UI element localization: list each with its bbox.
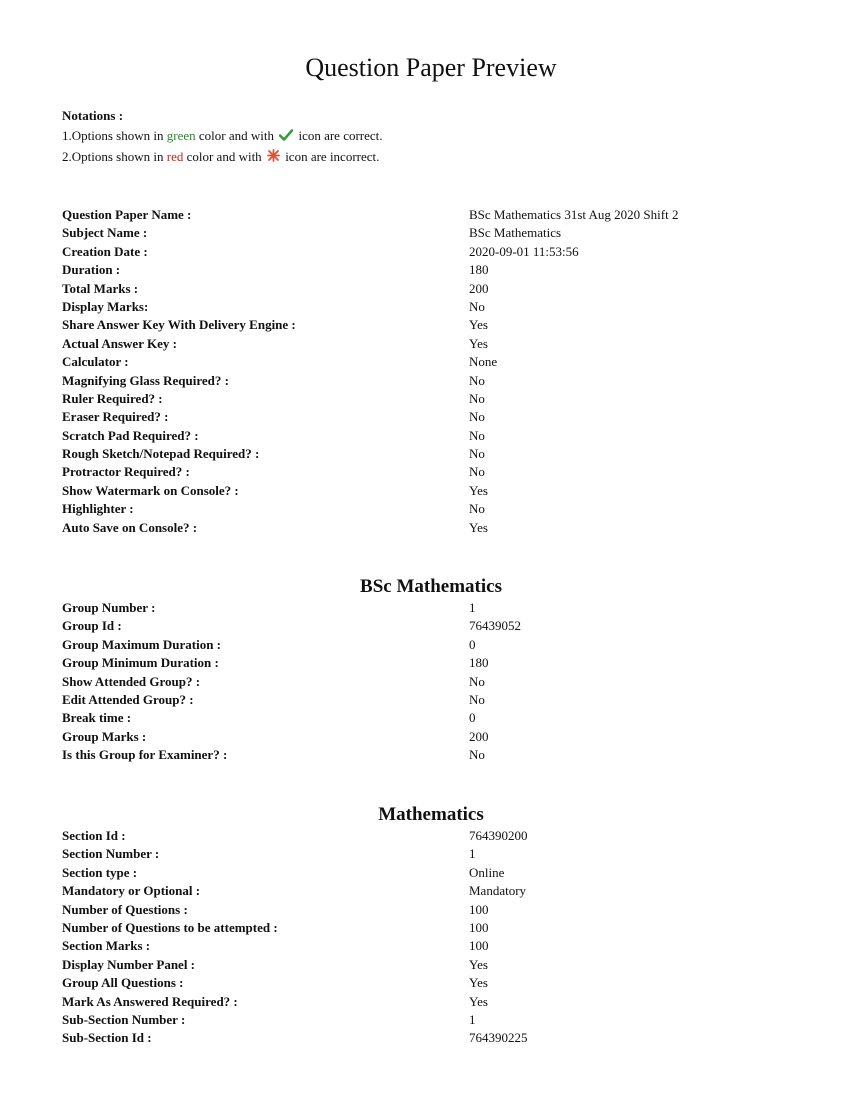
detail-value: 76439052 [469, 618, 521, 634]
detail-value: 1 [469, 1011, 476, 1027]
detail-label: Sub-Section Number : [62, 1011, 186, 1027]
detail-label: Is this Group for Examiner? : [62, 747, 228, 763]
check-icon [279, 127, 293, 147]
detail-row [62, 901, 762, 919]
detail-row [62, 261, 762, 279]
paper-details-table [62, 206, 762, 537]
detail-label: Group Maximum Duration : [62, 636, 222, 652]
detail-label: Section Marks : [62, 938, 151, 954]
detail-value: Yes [469, 975, 488, 991]
detail-row [62, 353, 762, 371]
detail-value: Yes [469, 956, 488, 972]
detail-row [62, 937, 762, 955]
detail-label: Show Attended Group? : [62, 673, 201, 689]
notation-correct-prefix: 1.Options shown in [62, 128, 164, 143]
detail-label: Scratch Pad Required? : [62, 427, 199, 443]
detail-label: Share Answer Key With Delivery Engine : [62, 317, 296, 333]
detail-label: Eraser Required? : [62, 409, 169, 425]
detail-row [62, 1011, 762, 1029]
detail-value: No [469, 464, 485, 480]
detail-value: Online [469, 864, 505, 880]
detail-value: Yes [469, 519, 488, 535]
detail-label: Ruler Required? : [62, 390, 163, 406]
detail-label: Mark As Answered Required? : [62, 993, 238, 1009]
notations-block [62, 106, 383, 168]
detail-label: Mandatory or Optional : [62, 883, 201, 899]
detail-row [62, 956, 762, 974]
detail-label: Calculator : [62, 354, 129, 370]
notation-correct-middle: color and with [198, 128, 274, 143]
detail-label: Highlighter : [62, 501, 134, 517]
detail-value: No [469, 409, 485, 425]
detail-label: Section Id : [62, 828, 126, 843]
detail-value: Mandatory [469, 883, 527, 899]
detail-row [62, 845, 762, 863]
detail-value: BSc Mathematics 31st Aug 2020 Shift 2 [469, 207, 679, 222]
detail-value: No [469, 673, 485, 689]
detail-row [62, 463, 762, 481]
detail-row [62, 408, 762, 426]
detail-row [62, 919, 762, 937]
detail-label: Duration : [62, 262, 121, 278]
detail-row [62, 335, 762, 353]
detail-label: Magnifying Glass Required? : [62, 372, 229, 388]
detail-row [62, 864, 762, 882]
detail-label: Display Number Panel : [62, 956, 196, 972]
detail-value: 1 [469, 846, 476, 862]
detail-row [62, 599, 762, 617]
detail-value: 1 [469, 600, 476, 615]
detail-value: No [469, 446, 485, 462]
detail-row [62, 882, 762, 900]
detail-row [62, 974, 762, 992]
detail-label: Display Marks: [62, 298, 149, 314]
detail-value: No [469, 298, 485, 314]
detail-label: Group Marks : [62, 728, 147, 744]
detail-row [62, 746, 762, 764]
detail-row [62, 224, 762, 242]
detail-row [62, 636, 762, 654]
detail-value: None [469, 354, 498, 370]
detail-value: 0 [469, 710, 476, 726]
detail-label: Sub-Section Id : [62, 1030, 152, 1046]
detail-label: Subject Name : [62, 225, 148, 241]
detail-row [62, 206, 762, 224]
detail-row [62, 500, 762, 518]
detail-row [62, 482, 762, 500]
detail-label: Number of Questions to be attempted : [62, 919, 278, 935]
detail-value: 764390200 [469, 828, 528, 843]
detail-row [62, 390, 762, 408]
detail-row [62, 445, 762, 463]
notation-incorrect [62, 147, 383, 168]
notation-incorrect-prefix: 2.Options shown in [62, 149, 164, 165]
detail-label: Actual Answer Key : [62, 335, 177, 351]
detail-value: 200 [469, 728, 489, 744]
subject-section-title: Mathematics [378, 804, 484, 825]
detail-value: Yes [469, 317, 488, 333]
notations-heading: Notations : [62, 108, 124, 123]
detail-row [62, 316, 762, 334]
detail-value: Yes [469, 993, 488, 1009]
detail-label: Question Paper Name : [62, 207, 192, 222]
detail-value: Yes [469, 482, 488, 498]
detail-value: 100 [469, 938, 489, 954]
detail-label: Section type : [62, 864, 138, 880]
detail-label: Auto Save on Console? : [62, 519, 198, 535]
detail-value: 100 [469, 901, 489, 917]
detail-row [62, 519, 762, 537]
detail-value: 180 [469, 262, 489, 278]
detail-value: 764390225 [469, 1030, 528, 1046]
page-title: Question Paper Preview [305, 53, 557, 82]
detail-label: Number of Questions : [62, 901, 188, 917]
detail-row [62, 617, 762, 635]
detail-label: Section Number : [62, 846, 160, 862]
group-details-table [62, 599, 762, 765]
detail-label: Rough Sketch/Notepad Required? : [62, 446, 260, 462]
notation-correct [62, 126, 383, 147]
detail-row [62, 728, 762, 746]
detail-value: 200 [469, 280, 489, 296]
cross-icon [267, 148, 280, 168]
detail-row [62, 243, 762, 261]
detail-row [62, 654, 762, 672]
detail-label: Creation Date : [62, 243, 148, 259]
detail-value: 2020-09-01 11:53:56 [469, 243, 579, 259]
detail-label: Group All Questions : [62, 975, 184, 991]
detail-row [62, 673, 762, 691]
detail-value: 100 [469, 919, 489, 935]
detail-value: 0 [469, 636, 476, 652]
detail-value: Yes [469, 335, 488, 351]
detail-label: Total Marks : [62, 280, 139, 296]
section-details-table [62, 827, 762, 1048]
notation-green-word: green [166, 128, 196, 143]
detail-label: Group Id : [62, 618, 122, 634]
detail-label: Protractor Required? : [62, 464, 190, 480]
detail-value: 180 [469, 655, 489, 671]
group-section-title: BSc Mathematics [360, 576, 502, 597]
detail-label: Break time : [62, 710, 132, 726]
detail-value: No [469, 427, 485, 443]
detail-row [62, 427, 762, 445]
detail-label: Group Minimum Duration : [62, 655, 219, 671]
notation-incorrect-middle: color and with [186, 149, 262, 165]
notation-correct-suffix: icon are correct. [298, 128, 383, 143]
detail-value: No [469, 691, 485, 707]
detail-value: BSc Mathematics [469, 225, 562, 241]
detail-label: Edit Attended Group? : [62, 691, 194, 707]
notation-red-word: red [166, 149, 184, 165]
detail-value: No [469, 747, 485, 763]
detail-value: No [469, 372, 485, 388]
detail-row [62, 709, 762, 727]
detail-row [62, 298, 762, 316]
notation-incorrect-suffix: icon are incorrect. [285, 149, 380, 165]
detail-row [62, 372, 762, 390]
detail-row [62, 280, 762, 298]
detail-label: Group Number : [62, 600, 156, 615]
detail-value: No [469, 390, 485, 406]
detail-row [62, 827, 762, 845]
detail-value: No [469, 501, 485, 517]
detail-label: Show Watermark on Console? : [62, 482, 239, 498]
detail-row [62, 993, 762, 1011]
detail-row [62, 1029, 762, 1047]
detail-row [62, 691, 762, 709]
